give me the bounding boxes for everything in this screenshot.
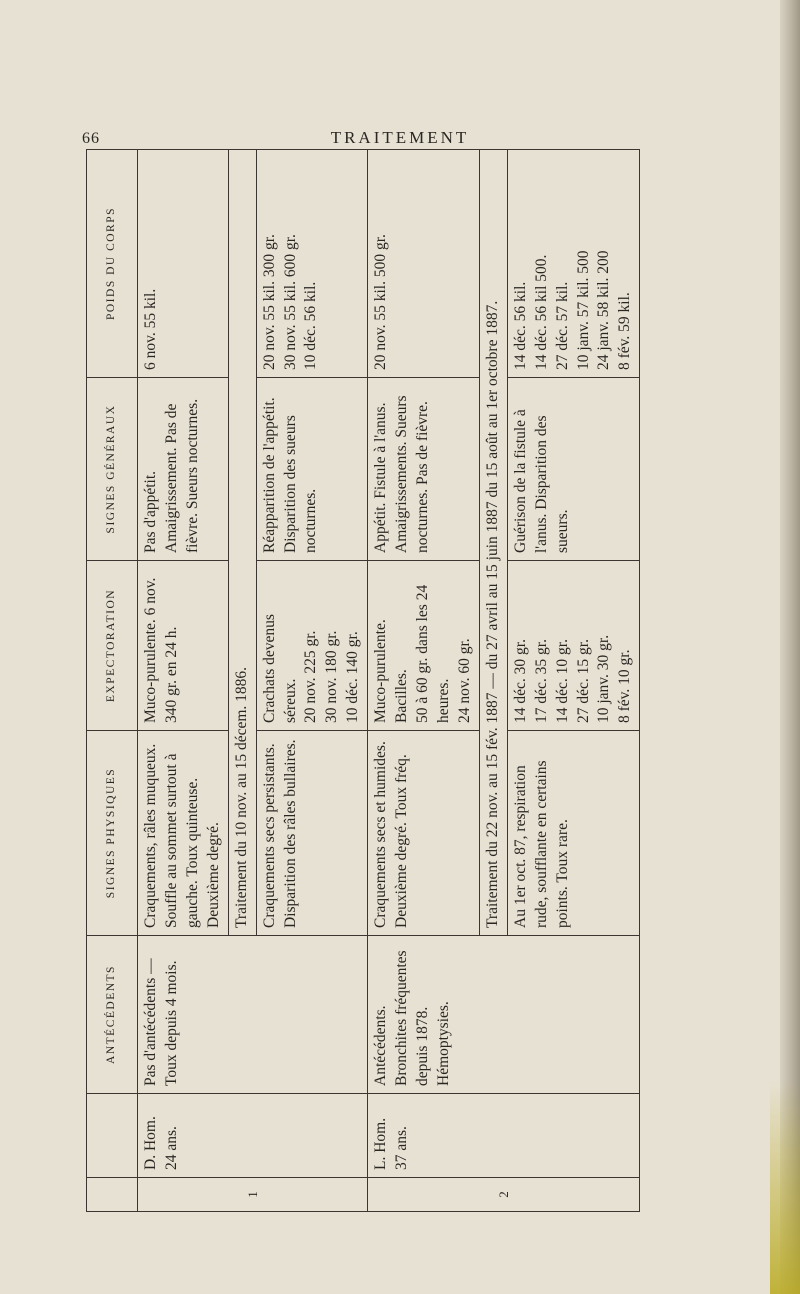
expectoration-cell: Muco-purulente. 6 nov. 340 gr. en 24 h. [138,561,229,731]
expectoration-line: 14 déc. 30 gr. [511,639,529,723]
case-number: 1 [138,1178,368,1212]
header-num [87,1178,138,1212]
treatment-period: Traitement du 22 nov. au 15 fév. 1887 — du 27 avril au 15 juin 1887 du 15 août au 1er octobre 1887. [479,150,507,936]
signes-generaux-cell: Guérison de la fistule à l'anus. Disparition des sueurs. [507,378,640,561]
table-row [368,150,480,1212]
header-signes-generaux: SIGNES GÉNÉRAUX [87,378,138,561]
running-head: TRAITEMENT [330,128,470,147]
signes-generaux-cell: Appétit. Fistule à l'anus. Amaigrissements. Sueurs nocturnes. Pas de fièvre. [368,378,480,561]
expectoration-cell [368,561,480,731]
expectoration-line: 50 à 60 gr. dans les 24 heures. [414,584,452,723]
expectoration-line: 14 déc. 10 gr. [553,639,571,723]
signes-physiques-cell: Craquements, râles muqueux. Souffle au sommet surtout à gauche. Toux quinteuse. Deuxième degré. [138,731,229,936]
header-signes-physiques: SIGNES PHYSIQUES [87,731,138,936]
poids-line: 14 déc. 56 kil 500. [532,254,550,370]
patient-cell: L. Hom. 37 ans. [368,1094,640,1178]
expectoration-line: 24 nov. 60 gr. [455,638,473,723]
antecedents-cell: Antécédents. Bronchites fréquentes depuis 1878. Hémoptysies. [368,936,640,1094]
signes-physiques-cell: Craquements secs et humides. Deuxième degré. Toux fréq. [368,731,480,936]
table-row [138,150,229,1212]
expectoration-line: 10 janv. 30 gr. [595,634,613,723]
clinical-table [86,149,640,1212]
poids-line: 27 déc. 57 kil. [553,281,571,370]
poids-line: 30 nov. 55 kil. 600 gr. [281,234,299,370]
expectoration-line: 27 déc. 15 gr. [574,639,592,723]
poids-cell [256,150,368,378]
signes-physiques-cell: Au 1er oct. 87, respiration rude, soufflante en certains points. Toux rare. [507,731,640,936]
header-patient [87,1094,138,1178]
expectoration-cell [256,561,368,731]
expectoration-line: Muco-purulente. Bacilles. [372,619,411,723]
expectoration-line: 30 nov. 180 gr. [323,630,341,723]
expectoration-line: 10 déc. 140 gr. [344,631,362,723]
scan-stain [770,1080,800,1294]
signes-generaux-cell: Réapparition de l'appétit. Disparition des sueurs nocturnes. [256,378,368,561]
signes-generaux-cell: Pas d'appétit. Amaigrissement. Pas de fièvre. Sueurs nocturnes. [138,378,229,561]
poids-cell [507,150,640,378]
expectoration-line: Crachats devenus séreux. [260,614,299,723]
treatment-period: Traitement du 10 nov. au 15 décem. 1886. [228,150,256,936]
poids-line: 10 déc. 56 kil. [302,281,320,370]
header-poids: POIDS DU CORPS [87,150,138,378]
expectoration-cell [507,561,640,731]
poids-cell: 20 nov. 55 kil. 500 gr. [368,150,480,378]
case-number: 2 [368,1178,640,1212]
poids-line: 10 janv. 57 kil. 500 [574,250,592,370]
patient-cell: D. Hom. 24 ans. [138,1094,368,1178]
signes-physiques-cell: Craquements secs persistants. Disparition des râles bullaires. [256,731,368,936]
expectoration-line: 8 fév. 10 gr. [616,649,634,723]
poids-line: 24 janv. 58 kil. 200 [595,250,613,370]
header-antecedents: ANTÉCÉDENTS [87,936,138,1094]
expectoration-line: 17 déc. 35 gr. [532,639,550,723]
page-number: 66 [82,130,100,147]
header-expectoration: EXPECTORATION [87,561,138,731]
poids-line: 20 nov. 55 kil. 300 gr. [260,234,278,370]
antecedents-cell: Pas d'antécédents — Toux depuis 4 mois. [138,936,368,1094]
poids-line: 8 fév. 59 kil. [616,292,634,370]
expectoration-line: 20 nov. 225 gr. [302,630,320,723]
poids-cell: 6 nov. 55 kil. [138,150,229,378]
header-row [87,150,138,1212]
poids-line: 14 déc. 56 kil. [511,281,529,370]
rotated-table-container [86,150,732,1212]
